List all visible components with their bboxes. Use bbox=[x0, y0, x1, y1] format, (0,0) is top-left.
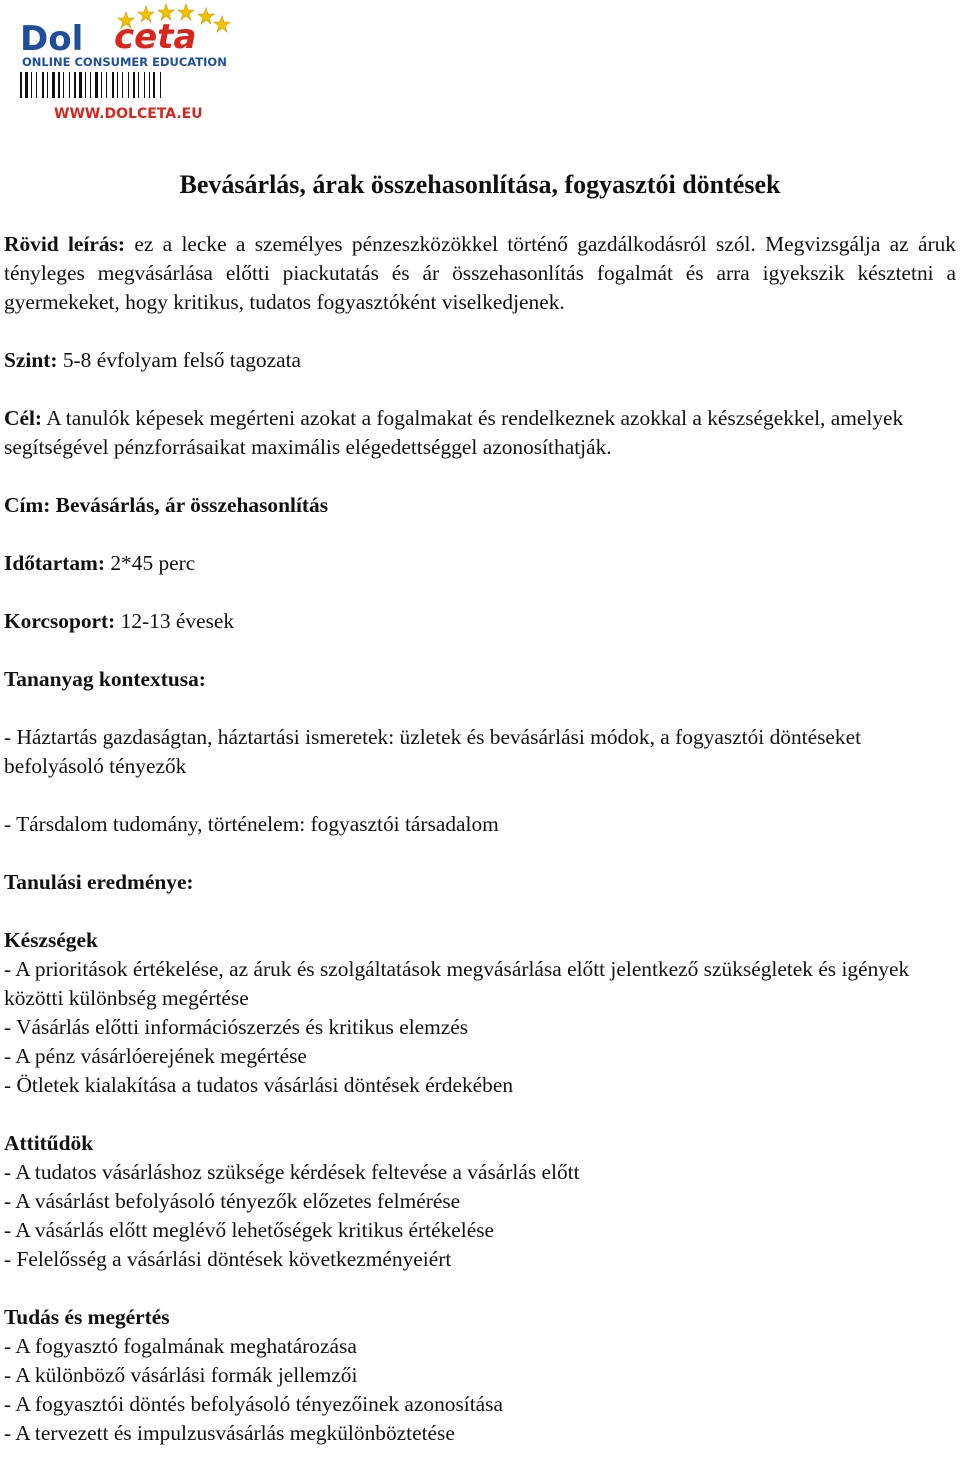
barcode-stripe bbox=[160, 72, 161, 98]
barcode-stripe bbox=[20, 72, 22, 98]
list-item: - A vásárlást befolyásoló tényezők előzetes felmérése bbox=[4, 1189, 461, 1213]
context-heading: Tananyag kontextusa: bbox=[4, 667, 206, 691]
goal-text: A tanulók képesek megérteni azokat a fogalmakat és rendelkeznek azokkal a készségekkel, amelyek segítségével pénzforrásaikat maximális elégedettséggel azonosíthatják. bbox=[4, 406, 904, 459]
logo-url: WWW.DOLCETA.EU bbox=[54, 106, 203, 122]
list-item: - Ötletek kialakítása a tudatos vásárlási döntések érdekében bbox=[4, 1073, 514, 1097]
barcode-stripe bbox=[138, 72, 139, 98]
list-item: - Vásárlás előtti információszerzés és kritikus elemzés bbox=[4, 1015, 469, 1039]
subject-label: Cím: Bevásárlás, ár összehasonlítás bbox=[4, 493, 329, 517]
barcode-stripe bbox=[106, 72, 107, 98]
barcode-stripe bbox=[95, 72, 98, 98]
list-item: - A pénz vásárlóerejének megértése bbox=[4, 1044, 307, 1068]
subject-paragraph bbox=[4, 491, 956, 520]
context-item: - Háztartás gazdaságtan, háztartási ismeretek: üzletek és bevásárlási módok, a fogyasztói döntéseket befolyásoló tényezők bbox=[4, 725, 862, 778]
barcode-stripe bbox=[25, 72, 28, 98]
star-icon bbox=[198, 8, 214, 24]
barcode-stripe bbox=[36, 72, 37, 98]
barcode-graphic bbox=[20, 72, 161, 98]
barcode-stripe bbox=[153, 72, 155, 98]
barcode-stripe bbox=[128, 72, 129, 98]
barcode-stripe bbox=[31, 72, 32, 98]
age-group-value: 12-13 évesek bbox=[120, 609, 235, 633]
summary-paragraph bbox=[4, 230, 956, 317]
level-value: 5-8 évfolyam felső tagozata bbox=[62, 348, 302, 372]
age-group-label: Korcsoport: bbox=[4, 609, 116, 633]
duration-value: 2*45 perc bbox=[110, 551, 196, 575]
document-body bbox=[4, 168, 956, 1477]
list-item: - A prioritások értékelése, az áruk és szolgáltatások megvásárlása előtt jelentkező szükségletek és igények közötti különbség megértése bbox=[4, 957, 910, 1010]
barcode-stripe bbox=[58, 72, 60, 98]
barcode-stripe bbox=[74, 72, 76, 98]
level-label: Szint: bbox=[4, 348, 58, 372]
barcode-stripe bbox=[79, 72, 82, 98]
barcode-stripe bbox=[117, 72, 118, 98]
barcode-stripe bbox=[85, 72, 86, 98]
barcode-stripe bbox=[42, 72, 44, 98]
summary-label: Rövid leírás: bbox=[4, 232, 126, 256]
duration-label: Időtartam: bbox=[4, 551, 105, 575]
attitudes-section bbox=[4, 1129, 956, 1274]
list-item: - A fogyasztói döntés befolyásoló tényezőinek azonosítása bbox=[4, 1392, 503, 1416]
list-item: - A vásárlás előtt meglévő lehetőségek kritikus értékelése bbox=[4, 1218, 495, 1242]
knowledge-section bbox=[4, 1303, 956, 1448]
level-paragraph bbox=[4, 346, 956, 375]
barcode-stripe bbox=[90, 72, 91, 98]
list-item: - A fogyasztó fogalmának meghatározása bbox=[4, 1334, 357, 1358]
list-item: - A tervezett és impulzusvásárlás megkülönböztetése bbox=[4, 1421, 455, 1445]
knowledge-heading: Tudás és megértés bbox=[4, 1305, 170, 1329]
barcode-stripe bbox=[47, 72, 48, 98]
goal-label: Cél: bbox=[4, 406, 43, 430]
summary-text: ez a lecke a személyes pénzeszközökkel történő gazdálkodásról szól. Megvizsgálja az áruk tényleges megvásárlása előtti piackutatás és ár összehasonlítás fogalmát és arra igyekszik késztetni a gyermekeket, hogy kritikus, tudatos fogyasztóként viselkedjenek. bbox=[4, 232, 956, 314]
skills-section bbox=[4, 926, 956, 1100]
barcode-stripe bbox=[112, 72, 114, 98]
barcode-stripe bbox=[122, 72, 123, 98]
context-item: - Társdalom tudomány, történelem: fogyasztói társadalom bbox=[4, 812, 499, 836]
logo-brand-part2: ceta bbox=[114, 17, 197, 57]
logo-brand-part1: Dol bbox=[20, 19, 84, 59]
barcode-stripe bbox=[149, 72, 150, 98]
barcode-stripe bbox=[133, 72, 135, 98]
logo-tagline: ONLINE CONSUMER EDUCATION bbox=[22, 55, 227, 69]
list-item: - A tudatos vásárláshoz szüksége kérdések feltevése a vásárlás előtt bbox=[4, 1160, 580, 1184]
barcode-stripe bbox=[52, 72, 55, 98]
barcode-stripe bbox=[63, 72, 64, 98]
star-icon bbox=[214, 16, 230, 32]
page-title: Bevásárlás, árak összehasonlítása, fogyasztói döntések bbox=[179, 170, 781, 199]
duration-paragraph bbox=[4, 549, 956, 578]
age-group-paragraph bbox=[4, 607, 956, 636]
dolceta-logo bbox=[14, 2, 242, 124]
barcode-stripe bbox=[101, 72, 102, 98]
skills-heading: Készségek bbox=[4, 928, 98, 952]
goal-paragraph bbox=[4, 404, 956, 462]
attitudes-heading: Attitűdök bbox=[4, 1131, 94, 1155]
barcode-stripe bbox=[144, 72, 145, 98]
outcomes-heading: Tanulási eredménye: bbox=[4, 870, 194, 894]
list-item: - A különböző vásárlási formák jellemzői bbox=[4, 1363, 358, 1387]
barcode-stripe bbox=[69, 72, 70, 98]
list-item: - Felelősség a vásárlási döntések következményeiért bbox=[4, 1247, 452, 1271]
